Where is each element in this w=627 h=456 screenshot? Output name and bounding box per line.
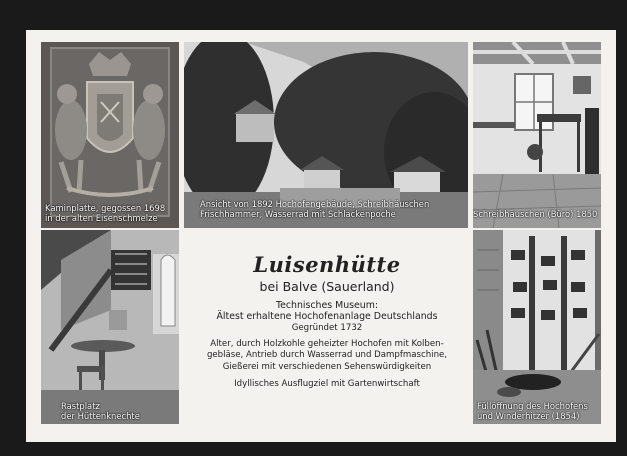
description-line: Gießerei mit verschiedenen Sehenswürdigkeiten	[222, 361, 432, 372]
caption-ansicht-line1: Ansicht von 1892 Hochofengebäude, Schreibhäuschen	[200, 199, 430, 209]
museum-label: Technisches Museum:	[275, 300, 379, 311]
caption-ansicht-line2: Frischhammer, Wasserrad mit Schlackenpoche	[200, 209, 396, 219]
description-line: gebläse, Antrieb durch Wasserrad und Dampfmaschine,	[206, 350, 448, 361]
photo-kaminplatte	[41, 42, 179, 228]
caption-kaminplatte-line2: in der alten Eisenschmelze	[45, 213, 158, 223]
photo-fuelloeffnung	[473, 230, 601, 424]
caption-schreibhaeuschen: Schreibhäuschen (Büro) 1850	[473, 209, 598, 219]
caption-fuelloeffnung-line1: Füllöffnung des Hochofens	[477, 401, 588, 411]
info-panel	[182, 230, 472, 428]
photo-schreibhaeuschen	[473, 42, 601, 228]
photo-rastplatz	[41, 230, 179, 424]
description	[182, 339, 472, 373]
caption-rastplatz-line1: Rastplatz	[61, 401, 100, 411]
photo-ansicht	[184, 42, 468, 228]
caption-rastplatz-line2: der Hüttenknechte	[61, 411, 140, 421]
oldest-label: Ältest erhaltene Hochofenanlage Deutschlands	[216, 311, 438, 322]
founded-label: Gegründet 1732	[291, 323, 363, 333]
caption-fuelloeffnung-line2: und Winderhitzer (1854)	[477, 411, 580, 421]
description-line: Alter, durch Holzkohle geheizter Hochofen mit Kolben-	[210, 339, 444, 349]
caption-kaminplatte-line1: Kaminplatte, gegossen 1698	[45, 203, 166, 213]
subtitle: bei Balve (Sauerland)	[259, 279, 395, 294]
page-title: Luisenhütte	[253, 252, 401, 277]
outing-label: Idyllisches Ausflugziel mit Gartenwirtschaft	[234, 378, 420, 389]
